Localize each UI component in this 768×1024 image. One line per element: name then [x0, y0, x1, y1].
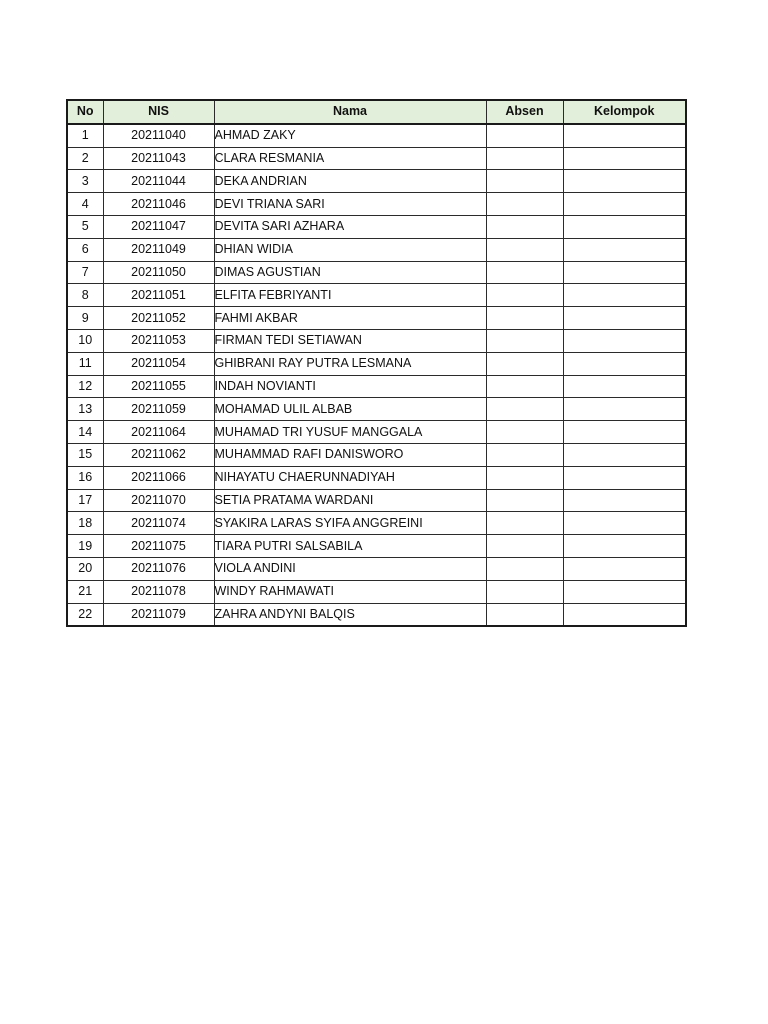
cell-nis: 20211062 — [103, 443, 214, 466]
cell-kelompok — [563, 580, 686, 603]
cell-absen — [486, 307, 563, 330]
header-nis: NIS — [103, 100, 214, 124]
cell-no: 10 — [67, 329, 103, 352]
cell-nama: MOHAMAD ULIL ALBAB — [214, 398, 486, 421]
cell-no: 12 — [67, 375, 103, 398]
cell-nis: 20211064 — [103, 421, 214, 444]
cell-kelompok — [563, 124, 686, 147]
cell-no: 15 — [67, 443, 103, 466]
table-row — [67, 603, 686, 626]
cell-no: 1 — [67, 124, 103, 147]
cell-kelompok — [563, 284, 686, 307]
cell-no: 17 — [67, 489, 103, 512]
cell-kelompok — [563, 443, 686, 466]
cell-no: 18 — [67, 512, 103, 535]
cell-kelompok — [563, 421, 686, 444]
cell-nama: ZAHRA ANDYNI BALQIS — [214, 603, 486, 626]
cell-nis: 20211044 — [103, 170, 214, 193]
cell-nama: SETIA PRATAMA WARDANI — [214, 489, 486, 512]
cell-absen — [486, 352, 563, 375]
cell-nama: NIHAYATU CHAERUNNADIYAH — [214, 466, 486, 489]
cell-nis: 20211053 — [103, 329, 214, 352]
cell-nama: MUHAMAD TRI YUSUF MANGGALA — [214, 421, 486, 444]
header-no: No — [67, 100, 103, 124]
table-row — [67, 580, 686, 603]
table-row — [67, 261, 686, 284]
cell-kelompok — [563, 557, 686, 580]
cell-absen — [486, 124, 563, 147]
cell-nama: DEVI TRIANA SARI — [214, 193, 486, 216]
cell-no: 19 — [67, 535, 103, 558]
cell-nis: 20211070 — [103, 489, 214, 512]
table-row — [67, 489, 686, 512]
table-row — [67, 238, 686, 261]
table-row — [67, 398, 686, 421]
table-header — [67, 100, 686, 124]
table-row — [67, 329, 686, 352]
cell-absen — [486, 329, 563, 352]
cell-absen — [486, 557, 563, 580]
cell-nama: VIOLA ANDINI — [214, 557, 486, 580]
cell-no: 3 — [67, 170, 103, 193]
cell-absen — [486, 535, 563, 558]
cell-nama: INDAH NOVIANTI — [214, 375, 486, 398]
table-row — [67, 170, 686, 193]
cell-kelompok — [563, 398, 686, 421]
cell-no: 13 — [67, 398, 103, 421]
cell-nis: 20211079 — [103, 603, 214, 626]
cell-kelompok — [563, 603, 686, 626]
cell-no: 22 — [67, 603, 103, 626]
cell-absen — [486, 215, 563, 238]
table-row — [67, 352, 686, 375]
cell-absen — [486, 421, 563, 444]
cell-no: 9 — [67, 307, 103, 330]
cell-nama: GHIBRANI RAY PUTRA LESMANA — [214, 352, 486, 375]
cell-kelompok — [563, 261, 686, 284]
cell-nis: 20211075 — [103, 535, 214, 558]
cell-nama: SYAKIRA LARAS SYIFA ANGGREINI — [214, 512, 486, 535]
cell-no: 14 — [67, 421, 103, 444]
table-row — [67, 421, 686, 444]
cell-absen — [486, 580, 563, 603]
header-kelompok: Kelompok — [563, 100, 686, 124]
cell-nama: TIARA PUTRI SALSABILA — [214, 535, 486, 558]
cell-kelompok — [563, 535, 686, 558]
cell-nis: 20211066 — [103, 466, 214, 489]
cell-absen — [486, 147, 563, 170]
cell-kelompok — [563, 329, 686, 352]
cell-absen — [486, 193, 563, 216]
table-row — [67, 124, 686, 147]
cell-nis: 20211051 — [103, 284, 214, 307]
cell-no: 4 — [67, 193, 103, 216]
table-body — [67, 124, 686, 627]
table-row — [67, 215, 686, 238]
cell-no: 21 — [67, 580, 103, 603]
cell-no: 2 — [67, 147, 103, 170]
cell-nis: 20211055 — [103, 375, 214, 398]
table-row — [67, 307, 686, 330]
cell-absen — [486, 398, 563, 421]
cell-kelompok — [563, 489, 686, 512]
cell-no: 5 — [67, 215, 103, 238]
cell-no: 20 — [67, 557, 103, 580]
table-row — [67, 512, 686, 535]
table-row — [67, 535, 686, 558]
cell-kelompok — [563, 238, 686, 261]
cell-absen — [486, 443, 563, 466]
cell-kelompok — [563, 147, 686, 170]
cell-kelompok — [563, 352, 686, 375]
cell-nama: ELFITA FEBRIYANTI — [214, 284, 486, 307]
table-row — [67, 375, 686, 398]
table-row — [67, 466, 686, 489]
cell-nama: MUHAMMAD RAFI DANISWORO — [214, 443, 486, 466]
cell-nama: FIRMAN TEDI SETIAWAN — [214, 329, 486, 352]
cell-nama: FAHMI AKBAR — [214, 307, 486, 330]
table-row — [67, 147, 686, 170]
cell-nama: AHMAD ZAKY — [214, 124, 486, 147]
cell-nis: 20211076 — [103, 557, 214, 580]
table-row — [67, 443, 686, 466]
cell-no: 16 — [67, 466, 103, 489]
table-row — [67, 284, 686, 307]
cell-nis: 20211047 — [103, 215, 214, 238]
table-row — [67, 193, 686, 216]
cell-nis: 20211074 — [103, 512, 214, 535]
header-row — [67, 100, 686, 124]
cell-no: 11 — [67, 352, 103, 375]
cell-kelompok — [563, 215, 686, 238]
header-nama: Nama — [214, 100, 486, 124]
cell-nis: 20211046 — [103, 193, 214, 216]
cell-nis: 20211059 — [103, 398, 214, 421]
cell-nama: WINDY RAHMAWATI — [214, 580, 486, 603]
cell-absen — [486, 489, 563, 512]
cell-absen — [486, 375, 563, 398]
cell-kelompok — [563, 307, 686, 330]
cell-kelompok — [563, 466, 686, 489]
cell-nis: 20211078 — [103, 580, 214, 603]
cell-nama: DEVITA SARI AZHARA — [214, 215, 486, 238]
cell-absen — [486, 238, 563, 261]
cell-no: 7 — [67, 261, 103, 284]
cell-nama: CLARA RESMANIA — [214, 147, 486, 170]
cell-nis: 20211049 — [103, 238, 214, 261]
cell-absen — [486, 603, 563, 626]
cell-absen — [486, 261, 563, 284]
cell-nis: 20211040 — [103, 124, 214, 147]
cell-kelompok — [563, 512, 686, 535]
cell-nis: 20211043 — [103, 147, 214, 170]
cell-nama: DIMAS AGUSTIAN — [214, 261, 486, 284]
cell-kelompok — [563, 193, 686, 216]
cell-nis: 20211054 — [103, 352, 214, 375]
cell-nis: 20211052 — [103, 307, 214, 330]
cell-absen — [486, 512, 563, 535]
table-row — [67, 557, 686, 580]
cell-absen — [486, 284, 563, 307]
student-roster-table — [66, 99, 687, 627]
cell-no: 8 — [67, 284, 103, 307]
cell-nis: 20211050 — [103, 261, 214, 284]
cell-kelompok — [563, 170, 686, 193]
header-absen: Absen — [486, 100, 563, 124]
cell-no: 6 — [67, 238, 103, 261]
cell-absen — [486, 466, 563, 489]
cell-nama: DEKA ANDRIAN — [214, 170, 486, 193]
cell-kelompok — [563, 375, 686, 398]
cell-absen — [486, 170, 563, 193]
cell-nama: DHIAN WIDIA — [214, 238, 486, 261]
